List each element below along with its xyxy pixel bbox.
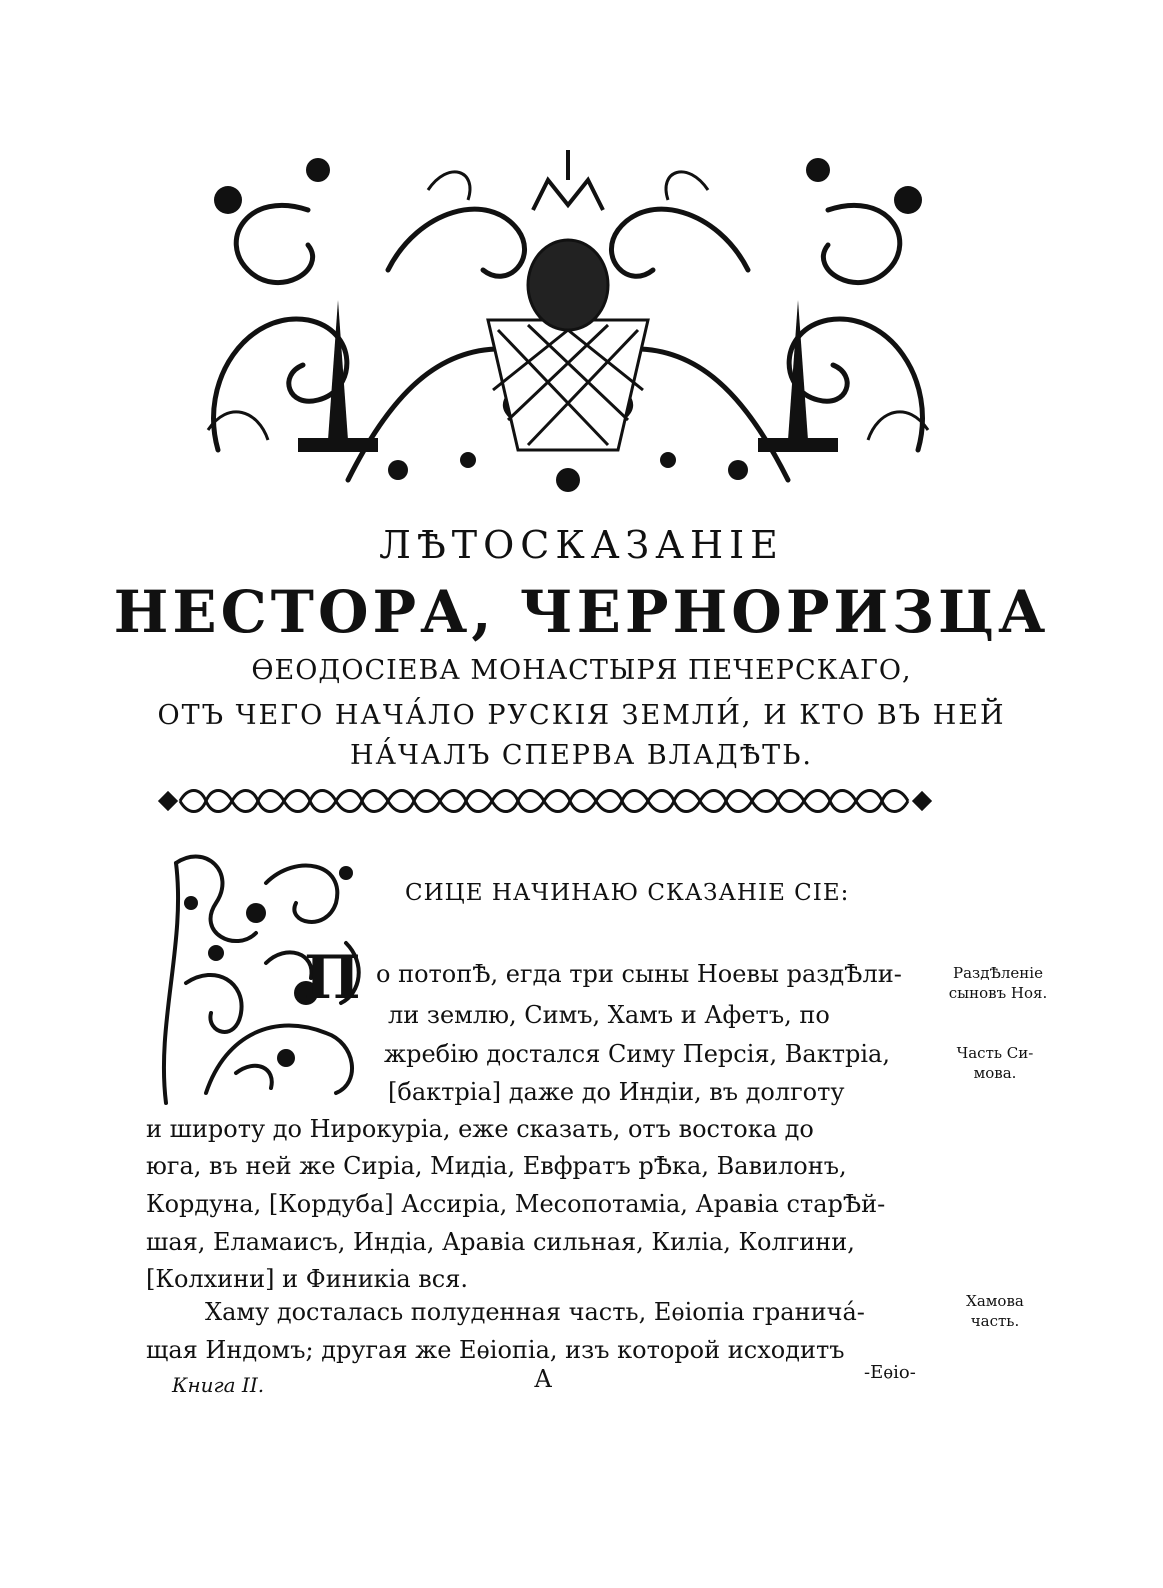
section-subheading: СИЦЕ НАЧИНАЮ СКАЗАНIЕ СIЕ:: [405, 880, 850, 906]
signature-mark: А: [534, 1365, 553, 1393]
text-line: Хаму досталась полуденная часть, Еѳiопiа граничá-: [205, 1298, 865, 1326]
margin-note-shem: Часть Си- мова.: [956, 1044, 1034, 1082]
margin-note-ham: Хамова часть.: [966, 1292, 1024, 1330]
text-line: шая, Еламаисъ, Индiа, Аравiа сильная, Килiа, Колгини,: [146, 1228, 855, 1256]
margin-note-division: РаздѢленiе сыновъ Ноя.: [948, 964, 1048, 1002]
title-line-1: ЛѢТОСКАЗАНIЕ: [379, 523, 784, 567]
text-line: ли землю, Симъ, Хамъ и Афетъ, по: [388, 1001, 830, 1029]
decorative-rule: [150, 788, 940, 814]
title-line-5: НА́ЧАЛЪ СПЕРВА ВЛАДѢТЬ.: [350, 740, 813, 771]
text-line: и широту до Нирокурiа, еже сказать, отъ востока до: [146, 1115, 814, 1143]
text-line: Кордуна, [Кордуба] Ассирiа, Месопотамiа, Аравiа старѢй-: [146, 1190, 886, 1218]
title-line-2: НЕСТОРА, ЧЕРНОРИЗЦА: [113, 578, 1050, 646]
text-line: юга, въ ней же Сирiа, Мидiа, Евфратъ рѢка, Вавилонъ,: [146, 1152, 847, 1180]
title-line-3: ѲЕОДОСIЕВА МОНАСТЫРЯ ПЕЧЕРСКАГО,: [251, 655, 912, 686]
book-number: Книга II.: [172, 1373, 265, 1397]
ornamental-headpiece: [188, 150, 948, 495]
catchword: -Еѳiо-: [864, 1362, 916, 1383]
drop-cap-letter: П: [304, 943, 361, 1013]
text-line: щая Индомъ; другая же Еѳiопiа, изъ которой исходитъ: [146, 1336, 845, 1364]
text-line: [Колхини] и Финикiа вся.: [146, 1265, 469, 1293]
title-line-4: ОТЪ ЧЕГО НАЧА́ЛО РУСКIЯ ЗЕМЛИ́, И КТО ВЪ НЕЙ: [157, 700, 1006, 731]
text-line: жребiю достался Симу Персiя, Вактрiа,: [384, 1040, 890, 1068]
text-line: [бактрiа] даже до Индiи, въ долготу: [388, 1078, 845, 1106]
text-line: о потопѢ, егда три сыны Ноевы раздѢли-: [376, 960, 902, 988]
